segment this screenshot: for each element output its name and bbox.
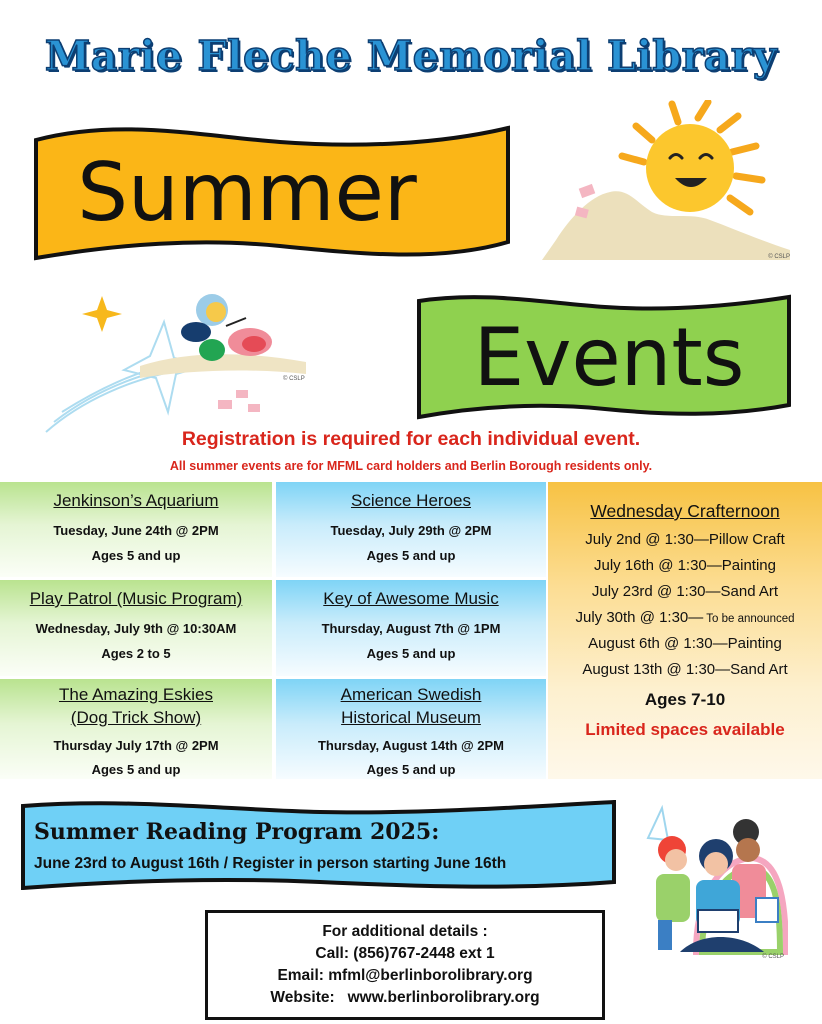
butterfly-credit: © CSLP (283, 376, 305, 382)
event-title: Key of Awesome Music (323, 589, 499, 608)
event-title (341, 684, 482, 730)
event-card-play-patrol (0, 580, 272, 676)
event-card-jenkinsons-aquarium (0, 482, 272, 577)
events-banner (415, 293, 793, 421)
events-banner-text: Events (473, 310, 745, 404)
kids-reading-illustration (640, 802, 788, 962)
event-date: Tuesday, June 24th @ 2PM (53, 522, 219, 538)
crafternoon-session (582, 661, 787, 678)
event-date: Wednesday, July 9th @ 10:30AM (35, 620, 237, 636)
session-activity: To be announced (703, 613, 795, 625)
contact-website: Website: www.berlinborolibrary.org (270, 989, 540, 1006)
session-when: August 6th @ 1:30 (588, 635, 713, 652)
crafternoon-session (585, 531, 785, 548)
kids-credit: © CSLP (762, 954, 784, 960)
event-date: Thursday July 17th @ 2PM (53, 737, 219, 753)
session-separator: — (712, 635, 728, 652)
contact-heading: For additional details : (322, 923, 488, 940)
session-separator: — (693, 531, 709, 548)
session-when: August 13th @ 1:30 (582, 661, 716, 678)
event-title-line-1: American Swedish (340, 685, 482, 704)
crafternoon-session (575, 609, 794, 626)
contact-box (205, 910, 605, 1020)
event-card-key-of-awesome-music (276, 580, 546, 676)
event-title-line-2: (Dog Trick Show) (70, 707, 202, 727)
eligibility-notice: All summer events are for MFML card holders and Berlin Borough residents only. (169, 459, 653, 473)
session-activity: Pillow Craft (708, 531, 785, 548)
session-when: July 23rd @ 1:30 (591, 583, 706, 600)
crafternoon-ages: Ages 7-10 (644, 690, 726, 709)
session-activity: Sand Art (720, 583, 779, 600)
session-activity: Sand Art (730, 661, 788, 678)
library-title: Marie Fleche Memorial Library (44, 32, 778, 80)
session-separator: — (688, 609, 704, 626)
sun-icon (540, 100, 792, 262)
contact-phone: Call: (856)767-2448 ext 1 (315, 945, 495, 962)
event-date: Thursday, August 14th @ 2PM (317, 737, 505, 753)
contact-email: Email: mfml@berlinborolibrary.org (277, 967, 533, 984)
event-ages: Ages 5 and up (366, 645, 456, 661)
session-activity: Painting (721, 557, 776, 574)
limited-spaces-notice: Limited spaces available (585, 720, 785, 739)
event-card-american-swedish-museum (276, 679, 546, 779)
butterfly-comet-illustration (40, 282, 310, 442)
reading-banner-shape (20, 800, 618, 890)
crafternoon-session (588, 635, 782, 652)
event-ages: Ages 5 and up (366, 547, 456, 563)
summer-banner (30, 122, 514, 262)
session-activity: Painting (727, 635, 782, 652)
session-separator: — (705, 583, 721, 600)
session-when: July 30th @ 1:30 (575, 609, 689, 626)
kids-reading-icon (640, 802, 788, 962)
event-card-amazing-eskies (0, 679, 272, 779)
crafternoon-session (594, 557, 776, 574)
sun-credit: © CSLP (768, 254, 790, 260)
sun-over-hill-illustration (540, 100, 792, 262)
reading-program-title: Summer Reading Program 2025: (34, 819, 440, 845)
session-separator: — (715, 661, 731, 678)
summer-banner-text: Summer (77, 145, 417, 239)
session-separator: — (706, 557, 722, 574)
event-ages: Ages 2 to 5 (101, 645, 171, 661)
event-card-science-heroes (276, 482, 546, 577)
reading-program-banner (20, 800, 618, 890)
reading-program-dates: June 23rd to August 16th / Register in person starting June 16th (34, 855, 507, 872)
event-title-line-1: The Amazing Eskies (58, 685, 213, 704)
event-date: Thursday, August 7th @ 1PM (321, 620, 501, 636)
session-when: July 16th @ 1:30 (593, 557, 707, 574)
event-ages: Ages 5 and up (91, 761, 181, 777)
event-ages: Ages 5 and up (366, 761, 456, 777)
event-title: Jenkinson’s Aquarium (53, 491, 219, 510)
butterfly-icon (40, 282, 310, 442)
event-title: Play Patrol (Music Program) (29, 589, 243, 608)
event-title-line-2: Historical Museum (341, 707, 481, 727)
event-title (59, 684, 213, 730)
crafternoon-title: Wednesday Crafternoon (590, 501, 780, 521)
event-ages: Ages 5 and up (91, 547, 181, 563)
registration-notice: Registration is required for each individual event. (181, 428, 641, 450)
event-date: Tuesday, July 29th @ 2PM (330, 522, 492, 538)
crafternoon-session (592, 583, 778, 600)
crafternoon-card (548, 482, 822, 779)
event-title: Science Heroes (350, 491, 471, 510)
session-when: July 2nd @ 1:30 (585, 531, 694, 548)
